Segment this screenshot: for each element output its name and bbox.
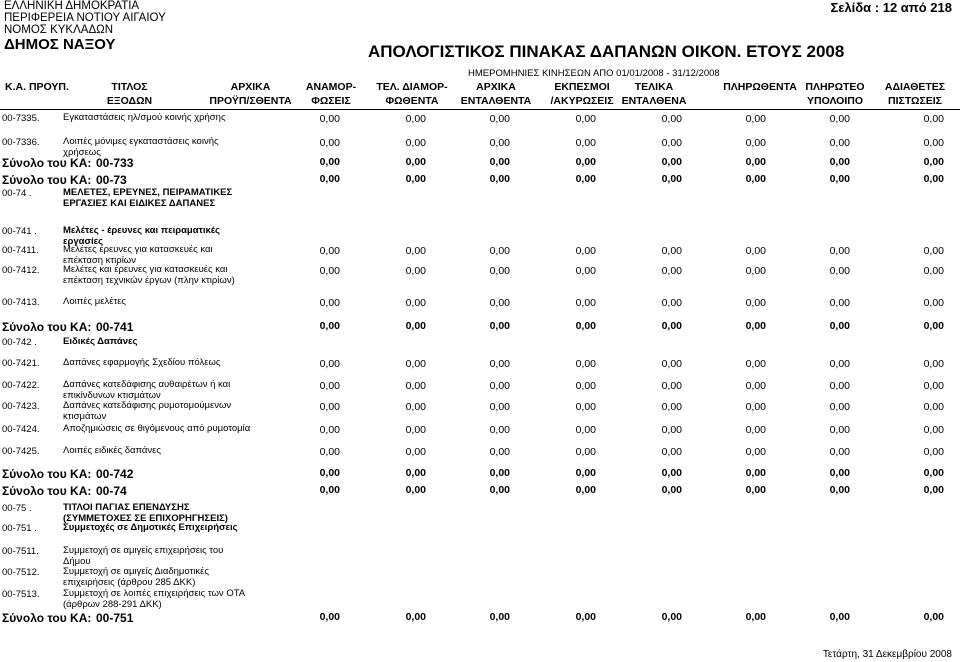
amount-cell: 0,00 (405, 245, 426, 257)
amount-cell: 0,00 (489, 173, 510, 185)
column-header (208, 80, 293, 108)
amount-cell: 0,00 (319, 467, 340, 479)
amount-cell: 0,00 (405, 137, 426, 149)
account-description: Λοιπές ειδικές δαπάνες (63, 445, 161, 456)
amount-cell: 0,00 (661, 380, 682, 392)
amount-cell: 0,00 (745, 467, 766, 479)
amount-cell: 0,00 (319, 113, 340, 125)
report-title: ΑΠΟΛΟΓΙΣΤΙΚΟΣ ΠΙΝΑΚΑΣ ΔΑΠΑΝΩΝ ΟΙΚΟΝ. ΕΤΟΥΣ 2008 (368, 42, 845, 61)
account-description: Συμμετοχή σε αμιγείς επιχειρήσεις του Δήμου (63, 545, 224, 567)
total-label: Σύνολο του ΚΑ: (2, 611, 92, 625)
amount-cell: 0,00 (829, 245, 850, 257)
amount-cell: 0,00 (575, 424, 596, 436)
amount-cell: 0,00 (829, 380, 850, 392)
amount-cell: 0,00 (575, 265, 596, 277)
account-code: 00-7423. (2, 401, 40, 412)
amount-cell: 0,00 (661, 467, 682, 479)
amount-cell: 0,00 (575, 173, 596, 185)
amount-cell: 0,00 (661, 611, 682, 623)
amount-cell: 0,00 (319, 297, 340, 309)
account-code: 00-751 (96, 611, 134, 625)
amount-cell: 0,00 (319, 173, 340, 185)
amount-cell: 0,00 (405, 265, 426, 277)
column-header-line: ΠΛΗΡΩΘΕΝΤΑ (723, 81, 797, 93)
account-code: 00-7335. (2, 113, 40, 124)
amount-cell: 0,00 (923, 484, 944, 496)
amount-cell: 0,00 (319, 358, 340, 370)
account-description: Λοιπές μελέτες (63, 296, 127, 307)
amount-cell: 0,00 (319, 380, 340, 392)
amount-cell: 0,00 (829, 467, 850, 479)
account-code: 00-7421. (2, 358, 40, 369)
total-label: Σύνολο του ΚΑ: (2, 467, 92, 481)
account-description: Αποζημιώσεις σε θιγόμενους από ρυμοτομία (63, 423, 251, 434)
amount-cell: 0,00 (923, 113, 944, 125)
amount-cell: 0,00 (923, 380, 944, 392)
account-code: 00-742 (96, 467, 134, 481)
account-code: 00-741 (96, 320, 134, 334)
amount-cell: 0,00 (489, 137, 510, 149)
column-header-line: ΦΩΘΕΝΤΑ (385, 95, 439, 107)
date-range: ΗΜΕΡΟΜΗΝΙΕΣ ΚΙΝΗΣΕΩΝ ΑΠΟ 01/01/2008 - 31/12/2008 (468, 68, 720, 79)
account-code: 00-7511. (2, 546, 39, 557)
account-description: Μελέτες έρευνες για κατασκευές και επέκταση κτιρίων (63, 244, 213, 266)
amount-cell: 0,00 (745, 484, 766, 496)
amount-cell: 0,00 (575, 380, 596, 392)
column-header-line: ΑΡΧΙΚΑ (230, 81, 271, 93)
amount-cell: 0,00 (923, 173, 944, 185)
amount-cell: 0,00 (405, 611, 426, 623)
column-header-line: ΠΙΣΤΩΣΕΙΣ (888, 95, 942, 107)
amount-cell: 0,00 (489, 380, 510, 392)
amount-cell: 0,00 (745, 173, 766, 185)
amount-cell: 0,00 (575, 113, 596, 125)
account-description: Μελέτες - έρευνες και πειραματικές εργασίες (63, 225, 220, 247)
account-code: 00-741 . (2, 226, 37, 237)
amount-cell: 0,00 (745, 424, 766, 436)
amount-cell: 0,00 (319, 137, 340, 149)
column-header (800, 80, 870, 108)
amount-cell: 0,00 (745, 113, 766, 125)
account-code: 00-73 (96, 173, 127, 187)
amount-cell: 0,00 (575, 401, 596, 413)
column-header-line: ΤΙΤΛΟΣ (111, 81, 148, 93)
amount-cell: 0,00 (489, 446, 510, 458)
account-code: 00-74 (96, 484, 127, 498)
column-header-line: ΕΝΤΑΛΘΕΝΑ (621, 95, 687, 107)
column-header (614, 80, 694, 108)
amount-cell: 0,00 (489, 611, 510, 623)
header-left (4, 0, 166, 53)
amount-cell: 0,00 (319, 320, 340, 332)
column-header (542, 80, 622, 108)
amount-cell: 0,00 (489, 467, 510, 479)
amount-cell: 0,00 (405, 113, 426, 125)
amount-cell: 0,00 (405, 446, 426, 458)
amount-cell: 0,00 (405, 467, 426, 479)
amount-cell: 0,00 (661, 401, 682, 413)
column-header (92, 80, 167, 108)
amount-cell: 0,00 (661, 265, 682, 277)
amount-cell: 0,00 (405, 320, 426, 332)
amount-cell: 0,00 (923, 424, 944, 436)
amount-cell: 0,00 (829, 401, 850, 413)
amount-cell: 0,00 (489, 358, 510, 370)
header-rule (0, 109, 960, 110)
account-description: Εγκαταστάσεις ηλ/σμού κοινής χρήσης (63, 112, 226, 123)
amount-cell: 0,00 (745, 297, 766, 309)
amount-cell: 0,00 (575, 611, 596, 623)
amount-cell: 0,00 (829, 265, 850, 277)
header-line-1: ΕΛΛΗΝΙΚΗ ΔΗΜΟΚΡΑΤΙΑ (4, 0, 140, 12)
account-code: 00-7424. (2, 424, 40, 435)
amount-cell: 0,00 (575, 484, 596, 496)
amount-cell: 0,00 (661, 245, 682, 257)
account-code: 00-7413. (2, 297, 40, 308)
amount-cell: 0,00 (745, 320, 766, 332)
account-description: Συμμετοχή σε λοιπές επιχειρήσεις των ΟΤΑ (άρθρων 288-291 ΔΚΚ) (63, 588, 245, 610)
amount-cell: 0,00 (489, 245, 510, 257)
amount-cell: 0,00 (319, 245, 340, 257)
header-line-2: ΠΕΡΙΦΕΡΕΙΑ ΝΟΤΙΟΥ ΑΙΓΑΙΟΥ (4, 12, 166, 24)
amount-cell: 0,00 (661, 358, 682, 370)
amount-cell: 0,00 (829, 297, 850, 309)
amount-cell: 0,00 (405, 156, 426, 168)
amount-cell: 0,00 (661, 113, 682, 125)
amount-cell: 0,00 (575, 156, 596, 168)
footer-date: Τετάρτη, 31 Δεκεμβρίου 2008 (822, 649, 952, 660)
amount-cell: 0,00 (319, 265, 340, 277)
amount-cell: 0,00 (923, 297, 944, 309)
amount-cell: 0,00 (661, 173, 682, 185)
amount-cell: 0,00 (829, 320, 850, 332)
amount-cell: 0,00 (923, 401, 944, 413)
column-header-line: ΕΝΤΑΛΘΕΝΤΑ (460, 95, 532, 107)
account-description: Συμμετοχές σε Δημοτικές Επιχειρήσεις (63, 522, 238, 533)
amount-cell: 0,00 (745, 446, 766, 458)
column-header-line: ΑΝΑΜΟΡ- (305, 81, 357, 93)
account-code: 00-751 . (2, 523, 37, 534)
account-code: 00-75 . (2, 503, 32, 514)
amount-cell: 0,00 (575, 446, 596, 458)
amount-cell: 0,00 (405, 297, 426, 309)
amount-cell: 0,00 (745, 265, 766, 277)
amount-cell: 0,00 (489, 424, 510, 436)
column-header-line: ΕΚΠΕΣΜΟΙ (554, 81, 610, 93)
amount-cell: 0,00 (661, 484, 682, 496)
amount-cell: 0,00 (829, 173, 850, 185)
amount-cell: 0,00 (319, 156, 340, 168)
amount-cell: 0,00 (661, 137, 682, 149)
amount-cell: 0,00 (489, 113, 510, 125)
account-code: 00-7513. (2, 589, 40, 600)
amount-cell: 0,00 (319, 424, 340, 436)
amount-cell: 0,00 (489, 265, 510, 277)
account-code: 00-7411. (2, 245, 39, 256)
amount-cell: 0,00 (745, 380, 766, 392)
amount-cell: 0,00 (829, 446, 850, 458)
column-header-line: ΠΛΗΡΩΤΕΟ (805, 81, 865, 93)
total-label: Σύνολο του ΚΑ: (2, 320, 92, 334)
amount-cell: 0,00 (489, 297, 510, 309)
amount-cell: 0,00 (745, 358, 766, 370)
account-description: Δαπάνες κατεδάφισης αυθαιρέτων ή και επικίνδυνων κτισμάτων (63, 379, 231, 401)
amount-cell: 0,00 (923, 358, 944, 370)
column-header-line: ΕΞΟΔΩΝ (106, 95, 153, 107)
amount-cell: 0,00 (575, 320, 596, 332)
column-header-line: ΑΡΧΙΚΑ (476, 81, 516, 93)
amount-cell: 0,00 (923, 611, 944, 623)
amount-cell: 0,00 (319, 401, 340, 413)
amount-cell: 0,00 (923, 265, 944, 277)
amount-cell: 0,00 (829, 137, 850, 149)
amount-cell: 0,00 (405, 401, 426, 413)
account-code: 00-7412. (2, 265, 40, 276)
amount-cell: 0,00 (661, 156, 682, 168)
account-description: Δαπάνες κατεδάφισης ρυμοτομούμενων κτισμάτων (63, 400, 232, 422)
account-code: 00-74 . (2, 188, 32, 199)
amount-cell: 0,00 (405, 358, 426, 370)
column-header-line: ΠΡΟΫΠ/ΣΘΕΝΤΑ (209, 95, 292, 107)
column-header-line: ΦΩΣΕΙΣ (311, 95, 351, 107)
amount-cell: 0,00 (405, 173, 426, 185)
account-code: 00-7425. (2, 446, 40, 457)
amount-cell: 0,00 (923, 137, 944, 149)
amount-cell: 0,00 (319, 446, 340, 458)
amount-cell: 0,00 (745, 401, 766, 413)
header-line-3: ΝΟΜΟΣ ΚΥΚΛΑΔΩΝ (4, 24, 114, 36)
column-header (296, 80, 366, 108)
amount-cell: 0,00 (319, 484, 340, 496)
amount-cell: 0,00 (489, 401, 510, 413)
amount-cell: 0,00 (745, 137, 766, 149)
account-code: 00-733 (96, 156, 134, 170)
column-header-line: ΤΕΛ. ΔΙΑΜΟΡ- (376, 81, 448, 93)
column-header (875, 80, 955, 108)
column-header (2, 80, 72, 94)
column-header (720, 80, 800, 94)
amount-cell: 0,00 (923, 156, 944, 168)
account-description: Συμμετοχή σε αμιγείς Διαδημοτικές επιχειρήσεις (άρθρου 285 ΔΚΚ) (63, 566, 209, 588)
municipality-name: ΔΗΜΟΣ ΝΑΞΟΥ (4, 36, 116, 53)
total-label: Σύνολο του ΚΑ: (2, 156, 92, 170)
amount-cell: 0,00 (923, 320, 944, 332)
amount-cell: 0,00 (319, 611, 340, 623)
amount-cell: 0,00 (661, 297, 682, 309)
amount-cell: 0,00 (575, 245, 596, 257)
amount-cell: 0,00 (829, 113, 850, 125)
amount-cell: 0,00 (575, 358, 596, 370)
account-description: ΤΙΤΛΟΙ ΠΑΓΙΑΣ ΕΠΕΝΔΥΣΗΣ (ΣΥΜΜΕΤΟΧΕΣ ΣΕ ΕΠΙΧΟΡΗΓΗΣΕΙΣ) (63, 502, 228, 524)
amount-cell: 0,00 (489, 484, 510, 496)
amount-cell: 0,00 (489, 320, 510, 332)
amount-cell: 0,00 (745, 245, 766, 257)
amount-cell: 0,00 (575, 137, 596, 149)
amount-cell: 0,00 (829, 358, 850, 370)
amount-cell: 0,00 (661, 446, 682, 458)
column-header (372, 80, 452, 108)
column-header-line: ΑΔΙΑΘΕΤΕΣ (884, 81, 946, 93)
column-header-line: ΤΕΛΙΚΑ (634, 81, 674, 93)
amount-cell: 0,00 (575, 297, 596, 309)
account-code: 00-7336. (2, 137, 40, 148)
amount-cell: 0,00 (661, 320, 682, 332)
amount-cell: 0,00 (829, 611, 850, 623)
amount-cell: 0,00 (829, 156, 850, 168)
amount-cell: 0,00 (405, 484, 426, 496)
amount-cell: 0,00 (405, 380, 426, 392)
column-header-line: /ΑΚΥΡΩΣΕΙΣ (550, 95, 614, 107)
amount-cell: 0,00 (923, 467, 944, 479)
amount-cell: 0,00 (661, 424, 682, 436)
account-description: Λοιπές μόνιμες εγκαταστάσεις κοινής χρήσεως (63, 136, 219, 158)
amount-cell: 0,00 (923, 446, 944, 458)
column-header-line: Κ.Α. ΠΡΟΥΠ. (5, 81, 69, 93)
account-description: Μελέτες και έρευνες για κατασκευές και επέκταση τεχνικών έργων (πλην κτιρίων) (63, 264, 235, 286)
amount-cell: 0,00 (405, 424, 426, 436)
account-code: 00-7422. (2, 380, 40, 391)
account-description: Δαπάνες εφαρμογής Σχεδίου πόλεως (63, 357, 221, 368)
total-label: Σύνολο του ΚΑ: (2, 173, 92, 187)
total-label: Σύνολο του ΚΑ: (2, 484, 92, 498)
account-code: 00-7512. (2, 567, 40, 578)
account-code: 00-742 . (2, 337, 37, 348)
amount-cell: 0,00 (923, 245, 944, 257)
amount-cell: 0,00 (745, 156, 766, 168)
account-description: Ειδικές Δαπάνες (63, 336, 138, 347)
column-header-line: ΥΠΟΛΟΙΠΟ (806, 95, 864, 107)
page-number: Σελίδα : 12 από 218 (830, 0, 952, 15)
amount-cell: 0,00 (745, 611, 766, 623)
amount-cell: 0,00 (829, 484, 850, 496)
column-header (456, 80, 536, 108)
amount-cell: 0,00 (829, 424, 850, 436)
amount-cell: 0,00 (575, 467, 596, 479)
account-description: ΜΕΛΕΤΕΣ, ΕΡΕΥΝΕΣ, ΠΕΙΡΑΜΑΤΙΚΕΣ ΕΡΓΑΣΙΕΣ ΚΑΙ ΕΙΔΙΚΕΣ ΔΑΠΑΝΕΣ (63, 187, 233, 209)
amount-cell: 0,00 (489, 156, 510, 168)
